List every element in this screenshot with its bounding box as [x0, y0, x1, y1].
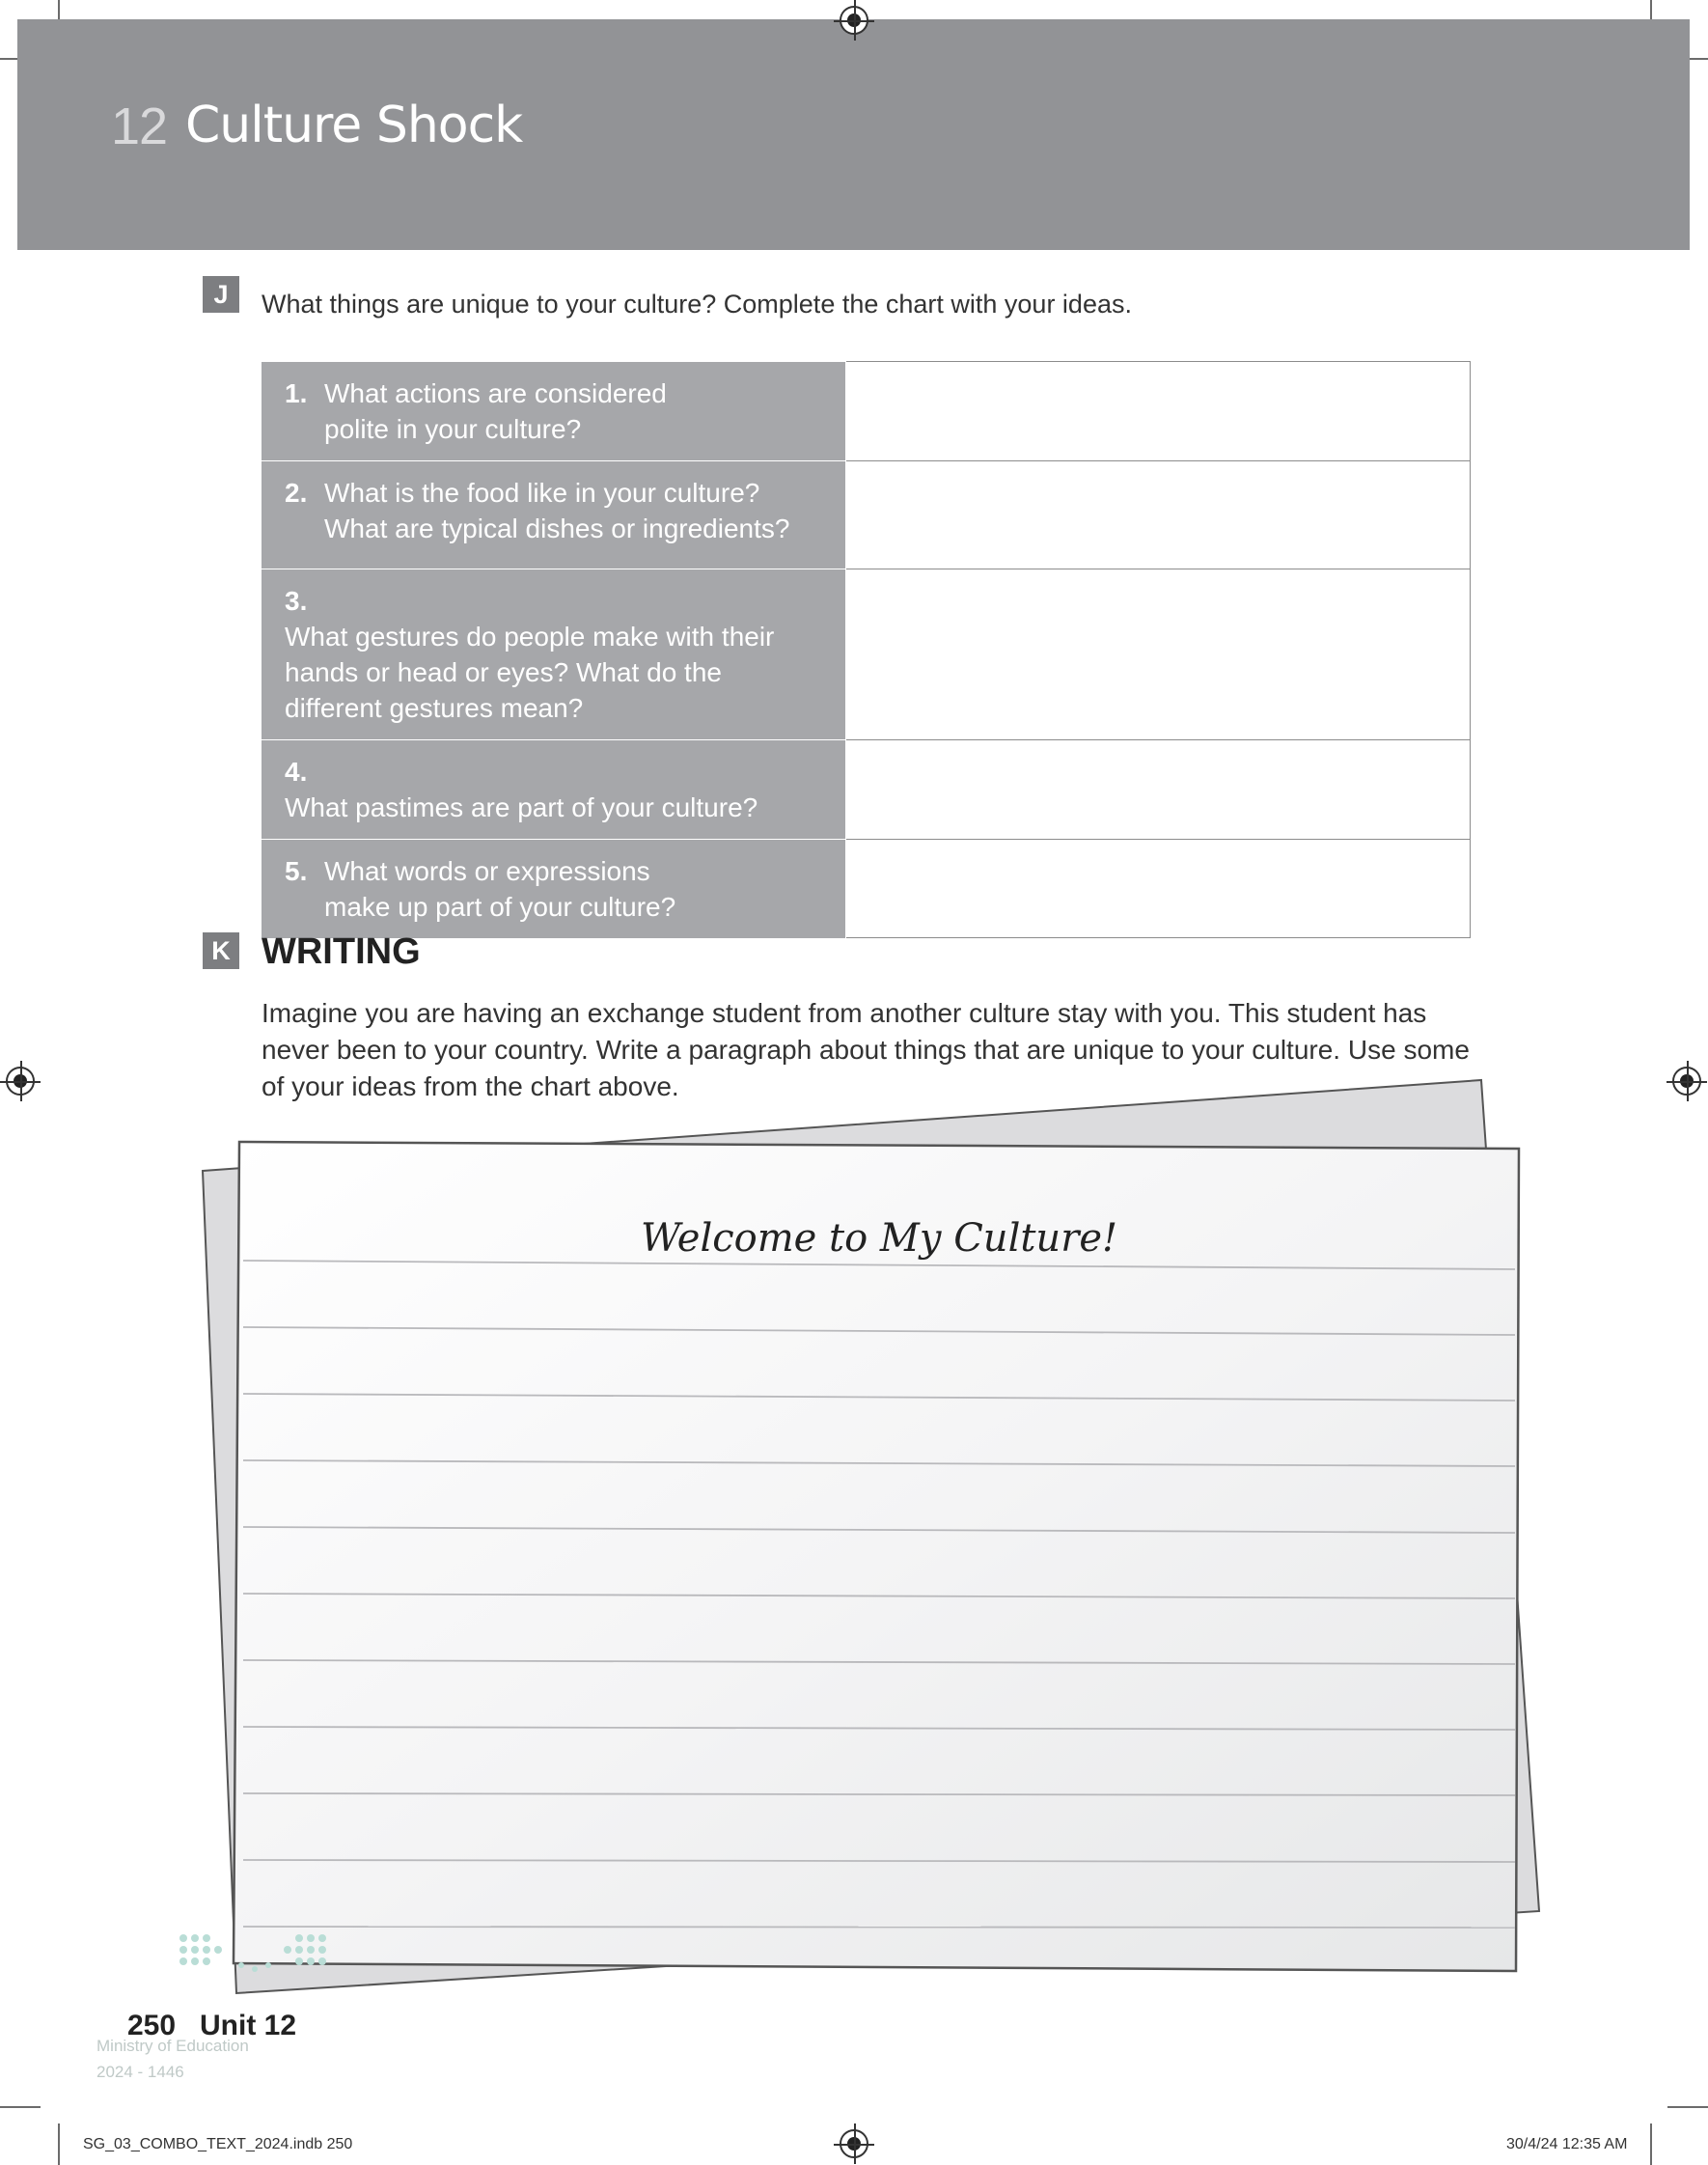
- answer-cell[interactable]: [845, 460, 1471, 569]
- unit-label: Unit 12: [200, 2010, 297, 2041]
- front-paper-sheet[interactable]: [234, 1142, 1519, 1971]
- culture-chart: [262, 361, 1471, 938]
- print-slug-date: 30/4/24 12:35 AM: [1506, 2136, 1628, 2152]
- paper-title: Welcome to My Culture!: [640, 1216, 1118, 1261]
- question-cell: [262, 739, 845, 839]
- unit-title: Culture Shock: [185, 97, 523, 154]
- crop-mark: [1650, 2123, 1652, 2165]
- table-row: [262, 460, 1471, 569]
- question-number: 1.: [285, 377, 308, 408]
- registration-mark-icon: [6, 1067, 35, 1096]
- registration-mark-icon: [840, 6, 868, 35]
- page-number: 250: [127, 2010, 177, 2041]
- print-slug-file: SG_03_COMBO_TEXT_2024.indb 250: [83, 2136, 353, 2152]
- unit-number: 12: [111, 97, 168, 155]
- crop-mark: [1667, 2106, 1708, 2108]
- table-row: [262, 362, 1471, 461]
- answer-cell[interactable]: [845, 569, 1471, 739]
- table-row: [262, 839, 1471, 938]
- question-number: 3.: [285, 585, 308, 616]
- question-text: What gestures do people make with their hands or head or eyes? What do the different gestures mean?: [285, 621, 775, 723]
- question-cell: [262, 460, 845, 569]
- section-letter-k: K: [203, 932, 239, 969]
- table-row: [262, 569, 1471, 739]
- crop-mark: [58, 2123, 60, 2165]
- answer-cell[interactable]: [845, 739, 1471, 839]
- question-number: 5.: [285, 855, 308, 886]
- question-cell: [262, 569, 845, 739]
- registration-mark-icon: [840, 2129, 868, 2158]
- question-text: What pastimes are part of your culture?: [285, 791, 758, 822]
- question-text: What actions are considered polite in your culture?: [324, 377, 667, 444]
- question-number: 4.: [285, 756, 308, 787]
- question-cell: [262, 839, 845, 938]
- question-number: 2.: [285, 477, 308, 508]
- answer-cell[interactable]: [845, 362, 1471, 461]
- section-j-instruction: What things are unique to your culture? Complete the chart with your ideas.: [262, 290, 1132, 319]
- question-cell: [262, 362, 845, 461]
- ministry-name: Ministry of Education: [96, 2037, 249, 2055]
- registration-mark-icon: [1672, 1067, 1701, 1096]
- question-text: What is the food like in your culture? What are typical dishes or ingredients?: [324, 477, 790, 543]
- notebook-paper-illustration: [193, 1071, 1554, 1998]
- crop-mark: [0, 2106, 41, 2108]
- writing-heading: WRITING: [262, 931, 421, 972]
- writing-instructions: Imagine you are having an exchange student from another culture stay with you. This student has never been to your country. Write a paragraph about things that are unique to your culture. Use some of your ideas from the chart above.: [262, 998, 1470, 1101]
- section-letter-j: J: [203, 276, 239, 313]
- table-row: [262, 739, 1471, 839]
- ministry-logo-icon: [174, 1930, 347, 1988]
- answer-cell[interactable]: [845, 839, 1471, 938]
- question-text: What words or expressions make up part of your culture?: [324, 855, 676, 922]
- ministry-year: 2024 - 1446: [96, 2063, 184, 2081]
